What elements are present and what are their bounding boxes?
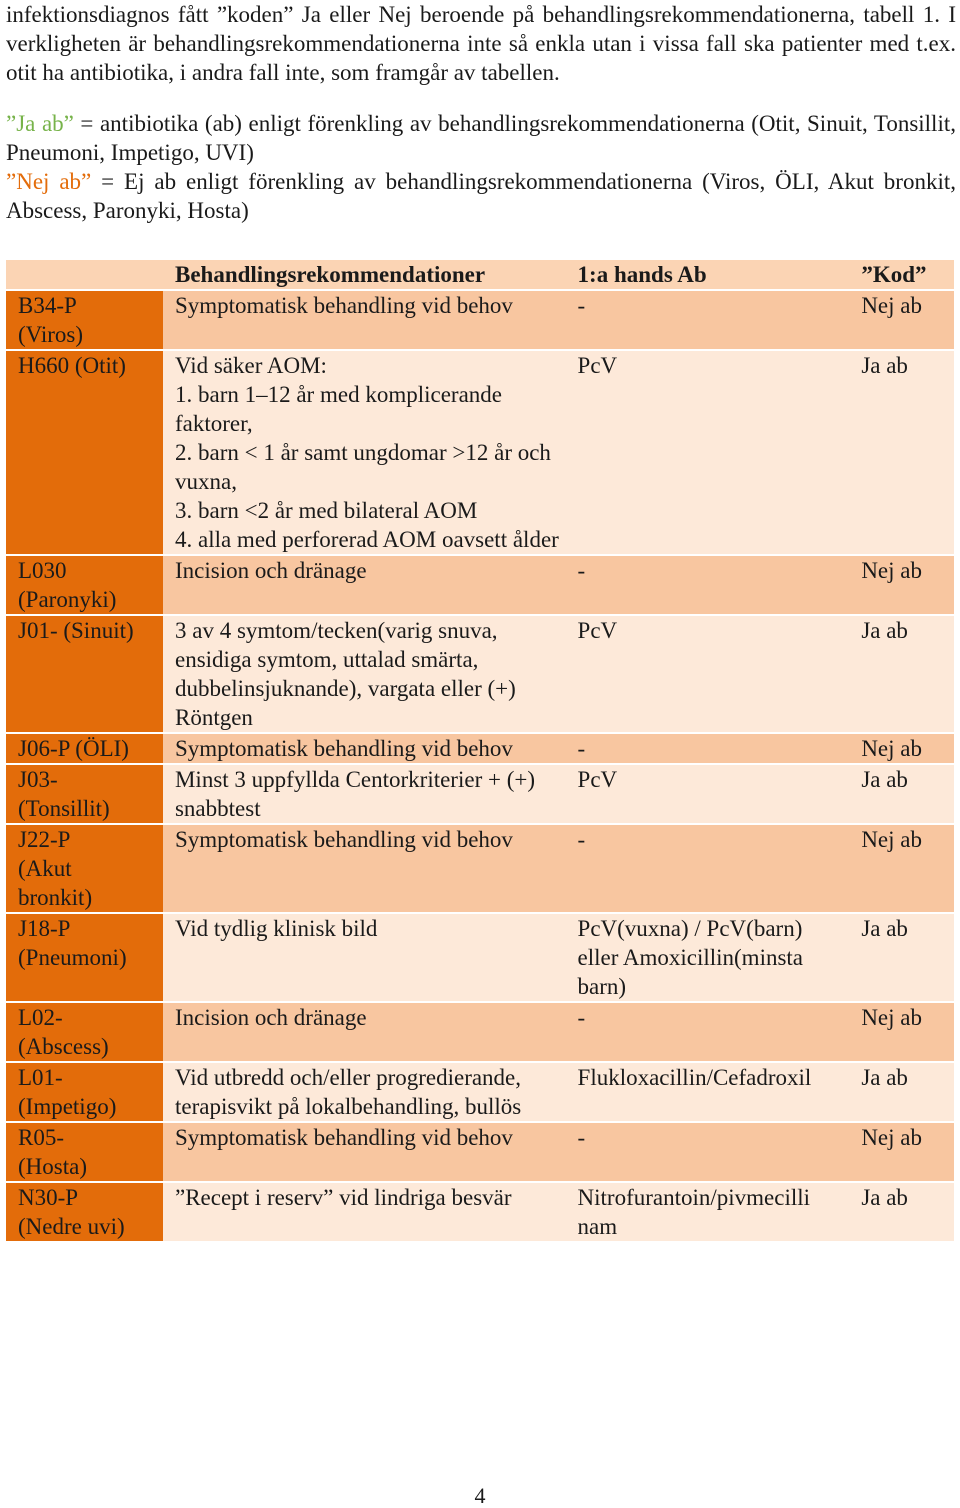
cell-diagnos: N30-P (Nedre uvi) <box>6 1183 163 1241</box>
table-row <box>6 616 954 732</box>
table-row <box>6 556 954 614</box>
cell-rekommendation: Incision och dränage <box>163 1003 566 1061</box>
cell-diagnos: J18-P (Pneumoni) <box>6 914 163 1001</box>
table-row <box>6 825 954 912</box>
intro-text <box>6 0 956 225</box>
cell-kod: Ja ab <box>849 351 954 554</box>
cell-kod: Nej ab <box>849 291 954 349</box>
table-row <box>6 1063 954 1121</box>
cell-forsta-hands-ab: - <box>566 291 850 349</box>
cell-forsta-hands-ab: - <box>566 1123 850 1181</box>
cell-diagnos: H660 (Otit) <box>6 351 163 554</box>
header-kod: ”Kod” <box>849 260 954 289</box>
cell-rekommendation: Incision och dränage <box>163 556 566 614</box>
cell-diagnos: J01- (Sinuit) <box>6 616 163 732</box>
table-row <box>6 765 954 823</box>
cell-forsta-hands-ab: Flukloxacillin/Cefadroxil <box>566 1063 850 1121</box>
cell-forsta-hands-ab: PcV <box>566 765 850 823</box>
cell-diagnos: J03- (Tonsillit) <box>6 765 163 823</box>
cell-kod: Ja ab <box>849 616 954 732</box>
definition-ja <box>6 109 956 167</box>
table-row <box>6 1183 954 1241</box>
definition-nej <box>6 167 956 225</box>
cell-rekommendation: Symptomatisk behandling vid behov <box>163 825 566 912</box>
cell-kod: Nej ab <box>849 556 954 614</box>
cell-diagnos: L01- (Impetigo) <box>6 1063 163 1121</box>
intro-paragraph: infektionsdiagnos fått ”koden” Ja eller Nej beroende på behandlingsrekommendationerna, tabell 1. I verkligheten är behandlingsrekommendationerna inte så enkla utan i vissa fall ska patienter med t.ex. otit ha antibiotika, i andra fall inte, som framgår av tabellen. <box>6 2 956 85</box>
cell-kod: Ja ab <box>849 765 954 823</box>
table-row <box>6 734 954 763</box>
nej-definition: = Ej ab enligt förenkling av behandlingsrekommendationerna (Viros, ÖLI, Akut bronkit, Abscess, Paronyki, Hosta) <box>6 169 956 223</box>
table-row <box>6 291 954 349</box>
cell-forsta-hands-ab: PcV(vuxna) / PcV(barn) eller Amoxicillin(minsta barn) <box>566 914 850 1001</box>
table-row <box>6 1003 954 1061</box>
ja-term: ”Ja ab” <box>6 111 74 136</box>
treatment-table <box>6 258 954 1243</box>
cell-kod: Ja ab <box>849 1183 954 1241</box>
cell-diagnos: R05- (Hosta) <box>6 1123 163 1181</box>
nej-term: ”Nej ab” <box>6 169 92 194</box>
cell-forsta-hands-ab: - <box>566 825 850 912</box>
cell-kod: Nej ab <box>849 1003 954 1061</box>
header-forsta-hands-ab: 1:a hands Ab <box>566 260 850 289</box>
cell-forsta-hands-ab: PcV <box>566 616 850 732</box>
table-row <box>6 1123 954 1181</box>
cell-forsta-hands-ab: Nitrofurantoin/pivmecilli nam <box>566 1183 850 1241</box>
cell-rekommendation: Symptomatisk behandling vid behov <box>163 734 566 763</box>
header-behandlingsrekommendationer: Behandlingsrekommendationer <box>163 260 566 289</box>
table-row <box>6 914 954 1001</box>
cell-diagnos: L030 (Paronyki) <box>6 556 163 614</box>
cell-forsta-hands-ab: PcV <box>566 351 850 554</box>
ja-definition: = antibiotika (ab) enligt förenkling av behandlingsrekommendationerna (Otit, Sinuit, Tonsillit, Pneumoni, Impetigo, UVI) <box>6 111 956 165</box>
cell-forsta-hands-ab: - <box>566 1003 850 1061</box>
cell-rekommendation: Minst 3 uppfyllda Centorkriterier + (+) snabbtest <box>163 765 566 823</box>
cell-diagnos: J06-P (ÖLI) <box>6 734 163 763</box>
cell-forsta-hands-ab: - <box>566 556 850 614</box>
spacer <box>6 87 956 109</box>
table-header-row <box>6 260 954 289</box>
cell-diagnos: L02- (Abscess) <box>6 1003 163 1061</box>
cell-rekommendation: Vid tydlig klinisk bild <box>163 914 566 1001</box>
page-number: 4 <box>474 1483 486 1508</box>
cell-rekommendation: Symptomatisk behandling vid behov <box>163 291 566 349</box>
cell-kod: Ja ab <box>849 914 954 1001</box>
cell-rekommendation: Vid säker AOM: 1. barn 1–12 år med komplicerande faktorer, 2. barn < 1 år samt ungdomar >12 år och vuxna, 3. barn <2 år med bilateral AOM 4. alla med perforerad AOM oavsett ålder <box>163 351 566 554</box>
cell-kod: Nej ab <box>849 734 954 763</box>
cell-kod: Nej ab <box>849 1123 954 1181</box>
cell-kod: Nej ab <box>849 825 954 912</box>
cell-forsta-hands-ab: - <box>566 734 850 763</box>
cell-rekommendation: ”Recept i reserv” vid lindriga besvär <box>163 1183 566 1241</box>
cell-diagnos: B34-P (Viros) <box>6 291 163 349</box>
header-diagnos: Diagnos <box>6 260 163 289</box>
cell-rekommendation: Symptomatisk behandling vid behov <box>163 1123 566 1181</box>
cell-rekommendation: Vid utbredd och/eller progredierande, terapisvikt på lokalbehandling, bullös <box>163 1063 566 1121</box>
cell-diagnos: J22-P (Akut bronkit) <box>6 825 163 912</box>
cell-kod: Ja ab <box>849 1063 954 1121</box>
table-row <box>6 351 954 554</box>
cell-rekommendation: 3 av 4 symtom/tecken(varig snuva, ensidiga symtom, uttalad smärta, dubbelinsjuknande), vargata eller (+) Röntgen <box>163 616 566 732</box>
